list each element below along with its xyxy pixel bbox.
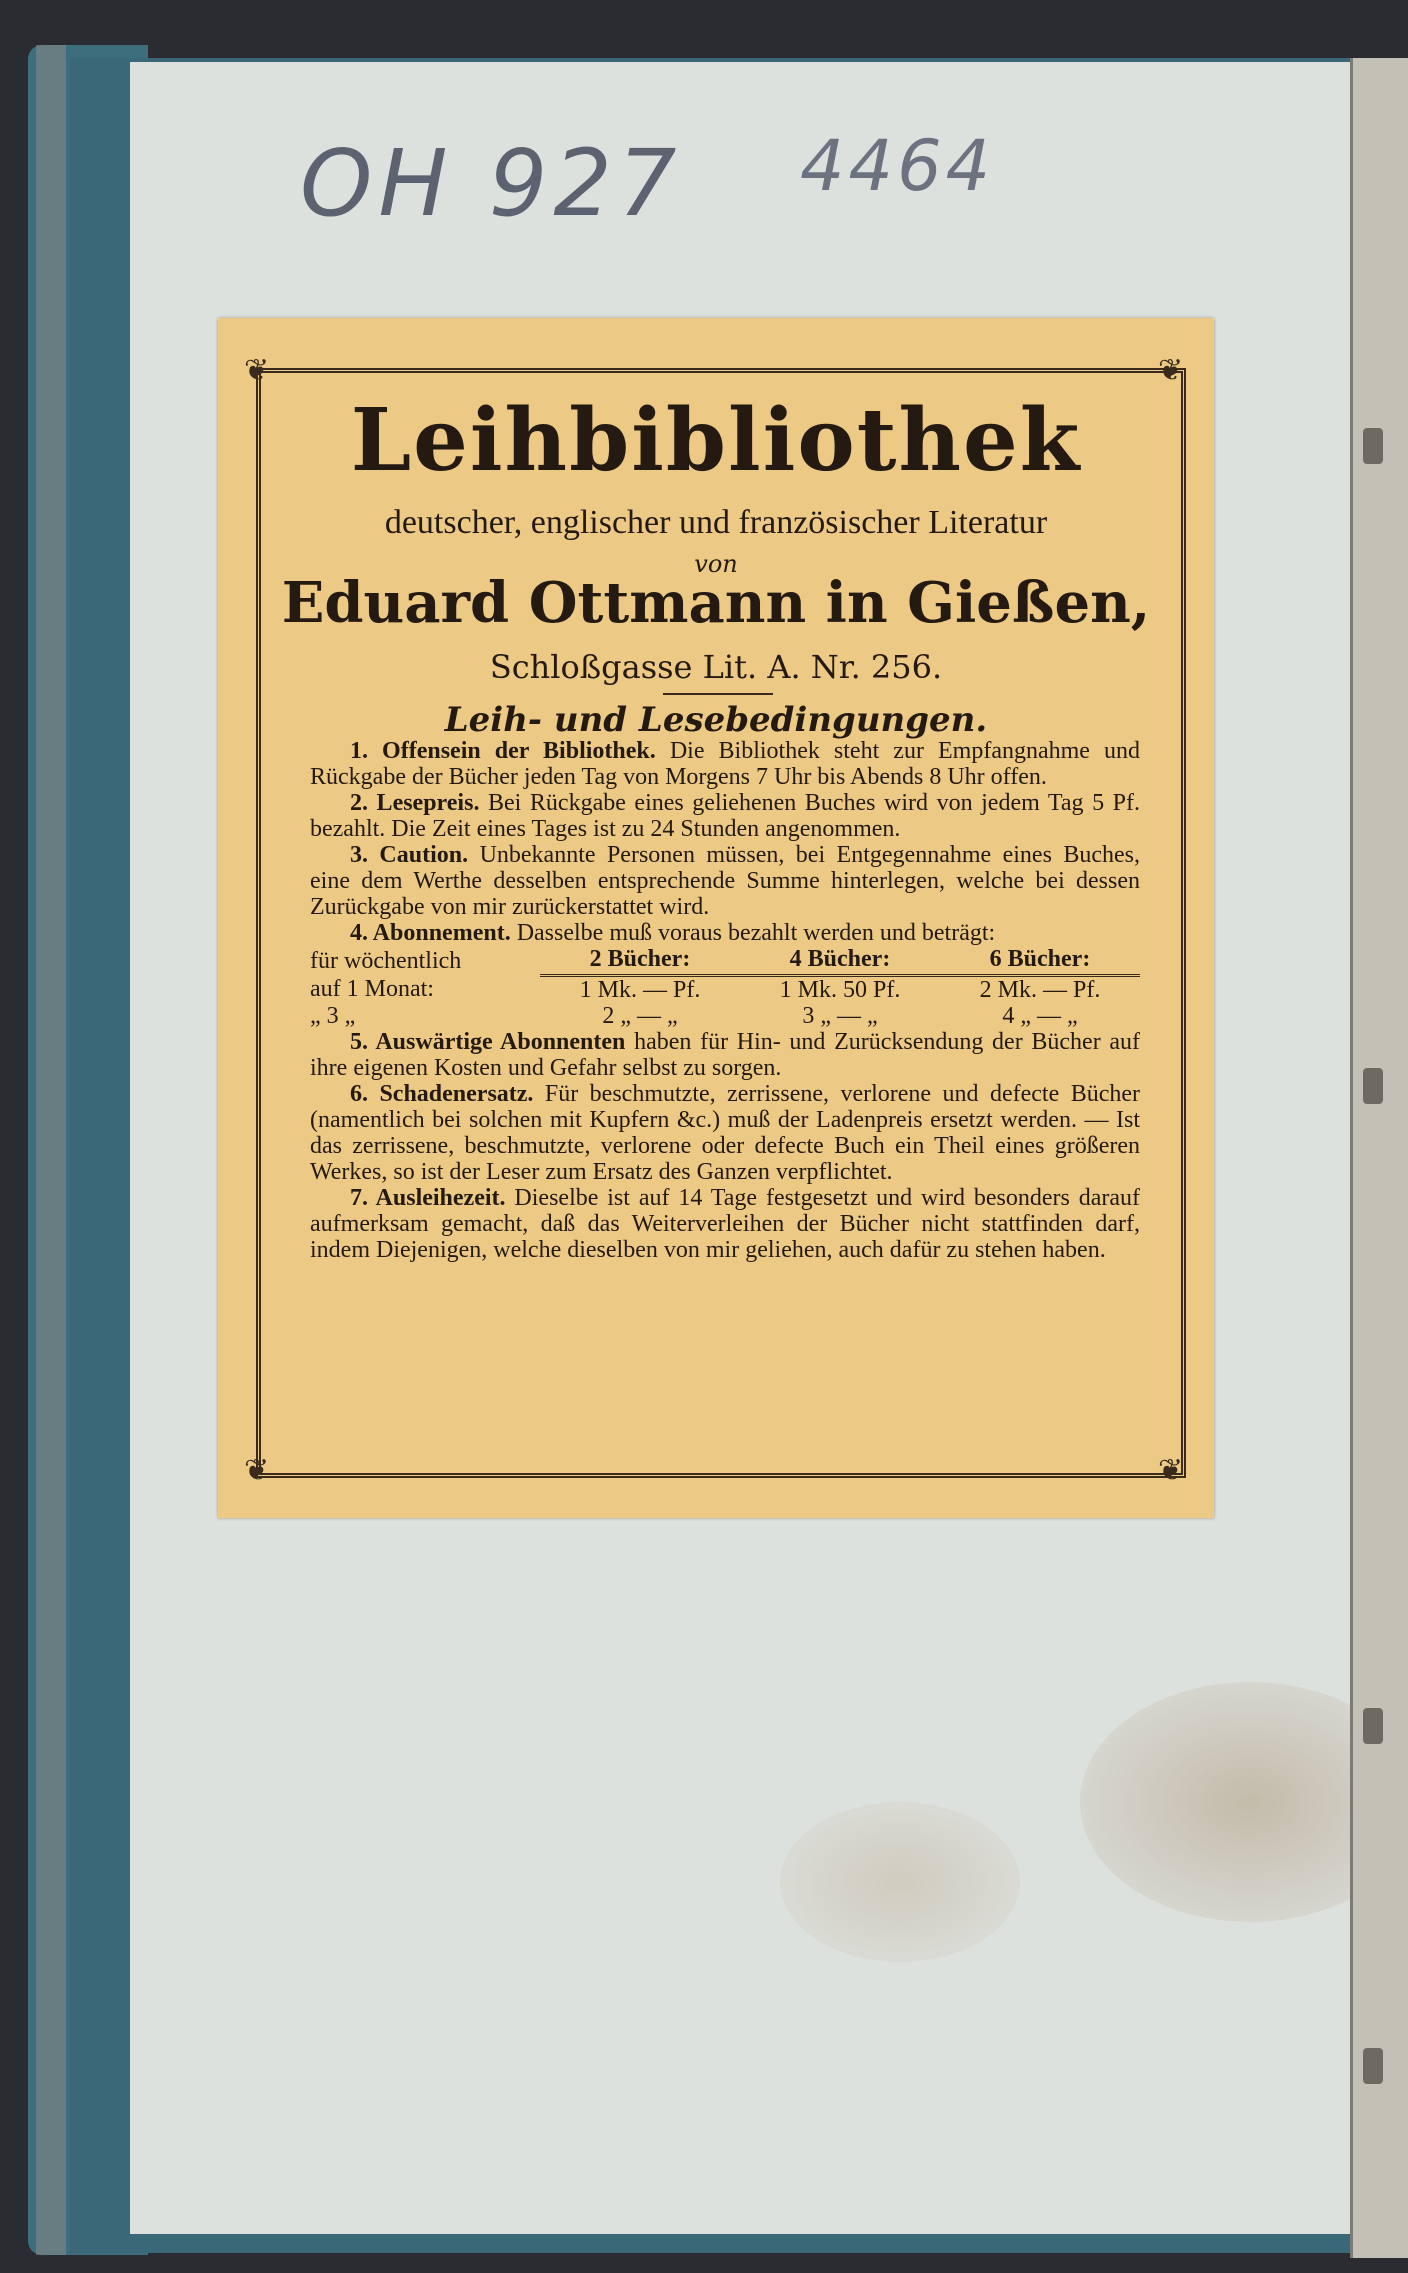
table-row: „ 3 „ 2 „ — „ 3 „ — „ 4 „ — „	[310, 1003, 1078, 1029]
condition-item: 7. Ausleihezeit. Dieselbe ist auf 14 Tage festgesetzt und wird besonders darauf aufmerksam gemacht, daß das Weiterverleihen der Bücher nicht stattfinden darf, indem Diejenigen, welche dieselben von mir geliehen, auch dafür zu stehen haben.	[310, 1185, 1141, 1263]
condition-item: 2. Lesepreis. Bei Rückgabe eines geliehenen Buches wird von jedem Tag 5 Pf. bezahlt. Die Zeit eines Tages ist zu 24 Stunden angenommen.	[310, 790, 1140, 842]
binding-thread	[1363, 2048, 1383, 2084]
binding-thread	[1363, 1708, 1383, 1744]
condition-item: 4. Abonnement. Dasselbe muß voraus bezahlt werden und beträgt:	[350, 920, 996, 946]
ornament-corner-icon: ❦	[1158, 353, 1184, 388]
conditions-body	[310, 738, 1140, 1263]
handwritten-number: 4464	[800, 125, 995, 207]
library-label	[218, 318, 1214, 1518]
label-address: Schloßgasse Lit. A. Nr. 256.	[489, 648, 943, 686]
ornament-corner-icon: ❦	[244, 1453, 270, 1488]
label-subtitle: deutscher, englischer und französischer Literatur	[384, 504, 1048, 541]
label-von: von	[694, 550, 738, 578]
binding-thread	[1363, 1068, 1383, 1104]
divider	[663, 693, 773, 695]
ornament-corner-icon: ❦	[244, 353, 270, 388]
table-row: auf 1 Monat: 1 Mk. — Pf. 1 Mk. 50 Pf. 2 Mk. — Pf.	[310, 976, 1101, 1003]
condition-item: 1. Offensein der Bibliothek. Die Bibliothek steht zur Empfangnahme und Rückgabe der Bücher jeden Tag von Morgens 7 Uhr bis Abends 8 Uhr offen.	[310, 738, 1141, 790]
page-gutter	[1350, 58, 1408, 2258]
handwritten-shelfmark: OH 927	[300, 130, 683, 237]
condition-item: 5. Auswärtige Abonnenten haben für Hin- und Zurücksendung der Bücher auf ihre eigenen Kosten und Gefahr selbst zu sorgen.	[310, 1029, 1141, 1081]
ornament-corner-icon: ❦	[1158, 1453, 1184, 1488]
label-title: Leihbibliothek	[350, 390, 1082, 491]
condition-item: 3. Caution. Unbekannte Personen müssen, bei Entgegennahme eines Buches, eine dem Werthe desselben entsprechende Summe hinterlegen, welche bei dessen Zurückgabe von mir zurückerstattet wird.	[310, 842, 1140, 920]
label-owner: Eduard Ottmann in Gießen,	[281, 570, 1151, 636]
condition-item: 6. Schadenersatz. Für beschmutzte, zerrissene, verlorene und defecte Bücher (namentlich bei solchen mit Kupfern &c.) muß der Ladenpreis ersetzt werden. — Ist das zerrissene, beschmutzte, verlorene oder defecte Buch ein Theil eines größeren Werkes, so ist der Leser zum Ersatz des Ganzen verpflichtet.	[310, 1081, 1141, 1185]
stain	[780, 1802, 1020, 1962]
conditions-heading: Leih- und Lesebedingungen.	[444, 700, 988, 740]
binding-thread	[1363, 428, 1383, 464]
abonnement-table: für wöchentlich 2 Bücher: 4 Bücher: 6 Bücher: auf 1 Monat: 1 Mk. — Pf. 1 Mk. 50 Pf. 2 Mk. — Pf. „ 3 „ 2 „ — „ 3 „ — „ 4 „ — „	[310, 946, 1140, 1029]
